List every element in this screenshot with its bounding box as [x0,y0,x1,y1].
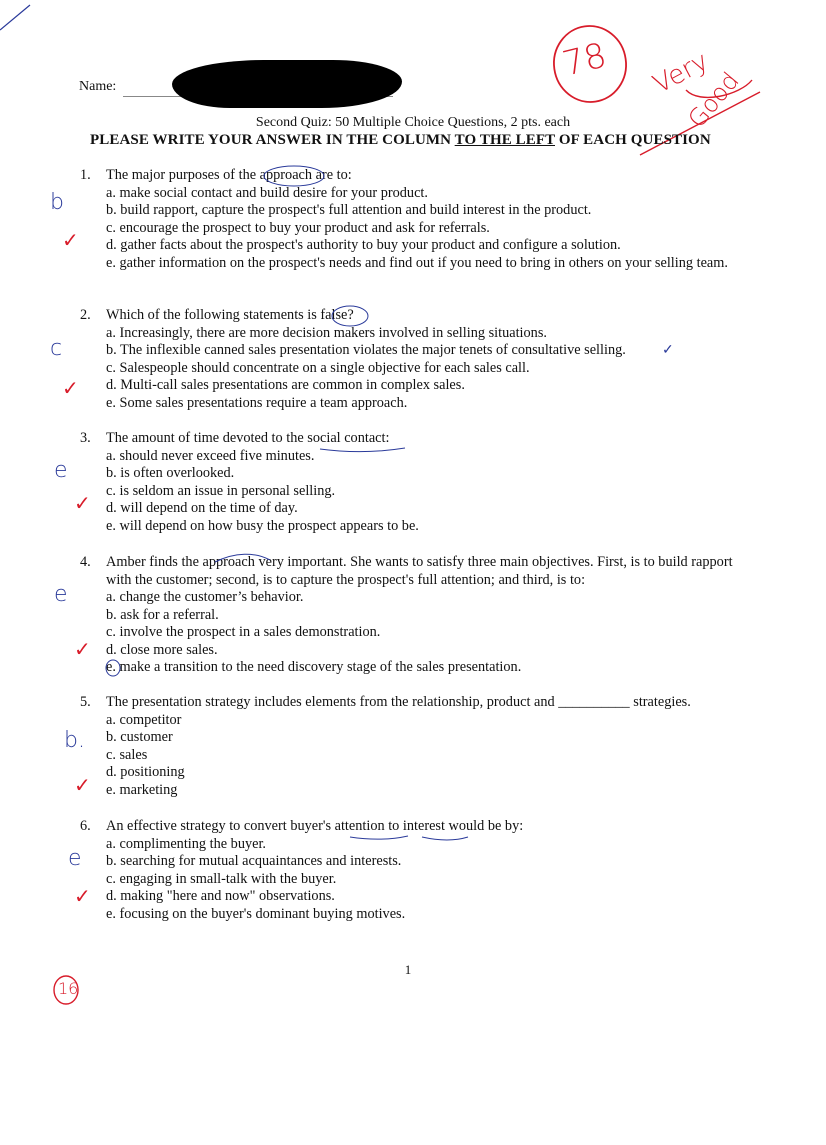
choice-c: c. Salespeople should concentrate on a single objective for each sales call. [106,359,530,376]
question-number: 3. [80,430,91,446]
choice-a: a. complimenting the buyer. [106,835,267,852]
redacted-student-name [172,60,402,108]
choice-a: a. should never exceed five minutes. [106,447,315,464]
choice-b: b. ask for a referral. [106,606,219,623]
choice-b: b. customer [106,729,173,745]
check-mark-5: ✓ [74,773,91,797]
choice-a: a. make social contact and build desire for your product. [106,184,428,201]
choice-b: b. is often overlooked. [106,465,235,481]
question-4 [80,554,740,677]
instructions [90,132,711,149]
choice-c: c. sales [106,746,148,763]
choice-e: e. make a transition to the need discovery stage of the sales presentation. [106,659,522,675]
student-answer-5: b. [64,728,85,753]
choice-b: b. build rapport, capture the prospect's full attention and build interest in the product. [106,202,592,218]
name-label: Name: [79,79,117,94]
choice-list [106,325,740,413]
choice-list [106,185,740,273]
student-answer-6: e [68,846,82,871]
choice-list [106,712,750,800]
check-mark-2: ✓ [62,376,79,400]
margin-check: ✓ [662,342,674,358]
choice-a: a. competitor [106,711,182,728]
student-answer-4: e [54,582,68,607]
choice-d: d. positioning [106,764,185,780]
choice-e: e. marketing [106,781,178,798]
question-5 [80,694,750,799]
choice-e: e. will depend on how busy the prospect appears to be. [106,517,419,534]
choice-c: c. encourage the prospect to buy your product and ask for referrals. [106,219,490,236]
question-stem: The presentation strategy includes elements from the relationship, product and __________ strategies. [106,694,691,710]
student-answer-1: b [50,190,64,215]
page-number: 1 [404,962,412,977]
question-3 [80,430,740,535]
check-mark-3: ✓ [74,491,91,515]
choice-d: d. Multi-call sales presentations are common in complex sales. [106,377,465,393]
choice-d: d. gather facts about the prospect's authority to buy your product and configure a solution. [106,237,621,253]
question-number: 1. [80,167,91,183]
choice-a: a. Increasingly, there are more decision makers involved in selling situations. [106,324,547,341]
student-answer-2: c [50,336,63,361]
choice-e: e. focusing on the buyer's dominant buying motives. [106,905,406,922]
question-number: 4. [80,554,91,570]
question-stem: The major purposes of the approach are to: [106,167,352,183]
choice-list [106,448,740,536]
instructions-pre: PLEASE WRITE YOUR ANSWER IN THE COLUMN [90,132,455,148]
choice-list [106,836,740,924]
page-tally: 16 [58,979,79,998]
choice-e: e. Some sales presentations require a team approach. [106,394,408,411]
check-mark-6: ✓ [74,884,91,908]
comment-good: Good [682,66,745,134]
question-stem: Which of the following statements is false? [106,307,354,323]
instructions-post: OF EACH QUESTION [555,132,711,148]
question-6 [80,818,740,923]
check-mark-4: ✓ [74,637,91,661]
choice-b: b. searching for mutual acquaintances and interests. [106,853,402,869]
choice-d: d. making "here and now" observations. [106,888,335,904]
check-mark-1: ✓ [62,228,79,252]
quiz-subtitle: Second Quiz: 50 Multiple Choice Questions, 2 pts. each [255,115,571,130]
question-number: 5. [80,694,91,710]
choice-b: b. The inflexible canned sales presentation violates the major tenets of consultative selling. [106,342,626,358]
question-number: 6. [80,818,91,834]
instructions-underlined: TO THE LEFT [454,132,555,148]
choice-list [106,589,740,677]
choice-d: d. will depend on the time of day. [106,500,298,516]
question-1 [80,167,740,272]
choice-a: a. change the customer’s behavior. [106,589,304,605]
question-2 [80,307,740,412]
comment-very: Very [648,46,714,100]
student-answer-3: e [54,458,68,483]
choice-c: c. is seldom an issue in personal selling. [106,482,336,499]
question-stem: The amount of time devoted to the social contact: [106,430,390,446]
question-stem: An effective strategy to convert buyer's attention to interest would be by: [106,818,524,834]
choice-d: d. close more sales. [106,641,218,658]
score: 78 [558,35,611,85]
choice-e: e. gather information on the prospect's needs and find out if you need to bring in others on your selling team. [106,254,728,271]
question-stem: Amber finds the approach very important. She wants to satisfy three main objectives. First, is to build rapport with the customer; second, is to capture the prospect's full attention; and third, is to: [106,554,733,588]
choice-c: c. engaging in small-talk with the buyer. [106,870,337,887]
choice-c: c. involve the prospect in a sales demonstration. [106,624,381,640]
question-number: 2. [80,307,91,323]
